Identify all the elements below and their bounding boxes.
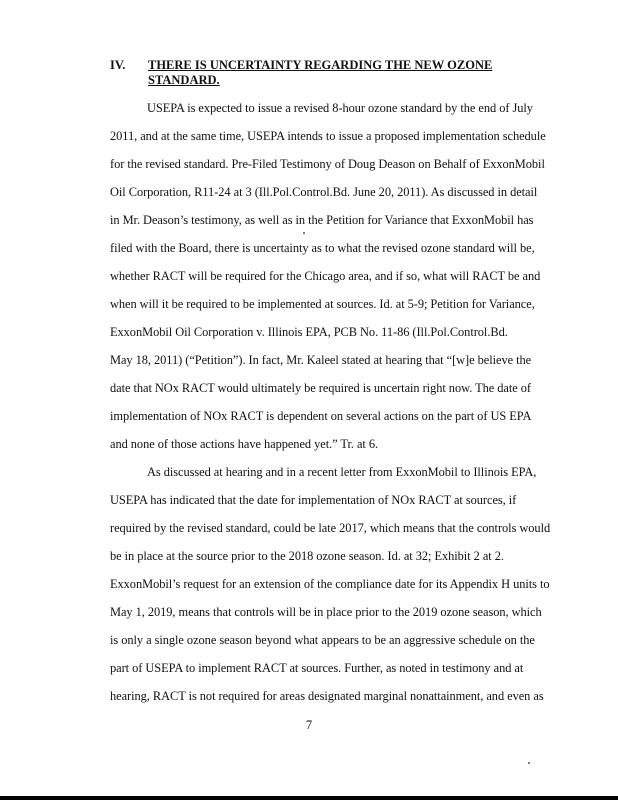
page-number: 7 <box>305 718 313 732</box>
body-line: May 18, 2011) (“Petition”). In fact, Mr. Kaleel stated at hearing that “[w]e believe the <box>110 353 532 367</box>
body-line: be in place at the source prior to the 2018 ozone season. Id. at 32; Exhibit 2 at 2. <box>110 549 504 563</box>
body-line: is only a single ozone season beyond what appears to be an aggressive schedule on the <box>110 633 535 647</box>
scan-speck <box>303 232 305 234</box>
body-line: May 1, 2019, means that controls will be in place prior to the 2019 ozone season, which <box>110 605 542 619</box>
body-line: date that NOx RACT would ultimately be required is uncertain right now. The date of <box>110 381 531 395</box>
body-line: required by the revised standard, could be late 2017, which means that the controls would <box>110 521 551 535</box>
body-line: when will it be required to be implemented at sources. Id. at 5-9; Petition for Variance, <box>110 297 535 311</box>
body-line: USEPA has indicated that the date for implementation of NOx RACT at sources, if <box>110 493 517 507</box>
body-line: filed with the Board, there is uncertainty as to what the revised ozone standard will be, <box>110 241 535 255</box>
body-line: whether RACT will be required for the Chicago area, and if so, what will RACT be and <box>110 269 541 283</box>
body-line: Oil Corporation, R11-24 at 3 (Ill.Pol.Control.Bd. June 20, 2011). As discussed in detail <box>110 185 538 199</box>
scan-edge-rule <box>0 796 618 800</box>
body-line: ExxonMobil Oil Corporation v. Illinois EPA, PCB No. 11-86 (Ill.Pol.Control.Bd. <box>110 325 508 339</box>
body-line: ExxonMobil’s request for an extension of the compliance date for its Appendix H units to <box>110 577 550 591</box>
body-line: and none of those actions have happened yet.” Tr. at 6. <box>110 437 379 451</box>
scan-speck <box>528 762 530 764</box>
body-line: As discussed at hearing and in a recent letter from ExxonMobil to Illinois EPA, <box>147 465 537 479</box>
body-line: in Mr. Deason’s testimony, as well as in the Petition for Variance that ExxonMobil has <box>110 213 534 227</box>
section-title: THERE IS UNCERTAINTY REGARDING THE NEW OZONE STANDARD. <box>148 58 493 87</box>
section-number: IV. <box>110 58 126 72</box>
body-line: for the revised standard. Pre-Filed Testimony of Doug Deason on Behalf of ExxonMobil <box>110 157 545 171</box>
body-line: USEPA is expected to issue a revised 8-hour ozone standard by the end of July <box>147 101 533 115</box>
body-line: hearing, RACT is not required for areas designated marginal nonattainment, and even as <box>110 689 544 703</box>
body-line: implementation of NOx RACT is dependent on several actions on the part of US EPA <box>110 409 532 423</box>
body-line: part of USEPA to implement RACT at sources. Further, as noted in testimony and at <box>110 661 524 675</box>
body-line: 2011, and at the same time, USEPA intends to issue a proposed implementation schedule <box>110 129 546 143</box>
